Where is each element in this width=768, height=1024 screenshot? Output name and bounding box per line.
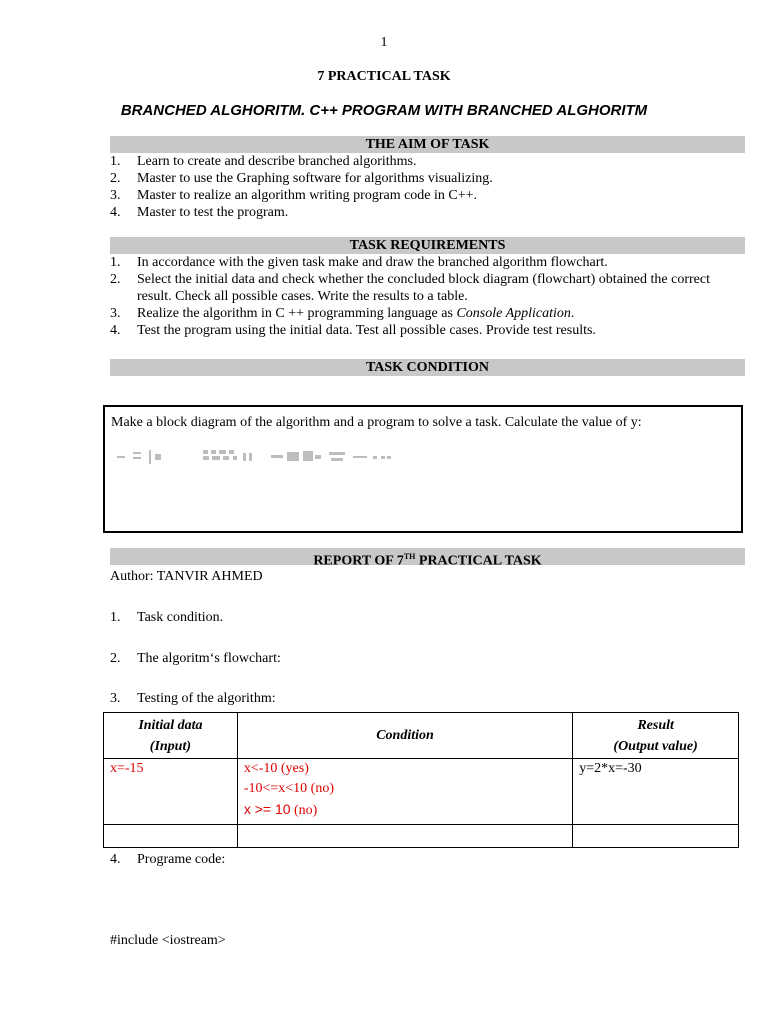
table-row [104,759,739,825]
header-input: Initial data (Input) [104,713,238,759]
report-item-3: 3. Testing of the algorithm: [110,691,276,706]
report-item-2: 2. The algoritm‘s flowchart: [110,651,281,666]
italic-term: Console Application [456,306,571,321]
formula-image [115,447,395,467]
header-result: Result (Output value) [573,713,739,759]
report-heading: REPORT OF 7TH PRACTICAL TASK [110,548,745,565]
item-text: Master to test the program. [137,205,289,220]
item-text: Select the initial data and check whether the concluded block diagram (flowchart) obtained the correct result. Check all possible cases. Write the results to a table. [137,272,710,304]
requirements-heading: TASK REQUIREMENTS [110,237,745,254]
cell-empty [573,825,739,848]
item-text: In accordance with the given task make and draw the branched algorithm flowchart. [137,255,608,270]
aim-heading: THE AIM OF TASK [110,136,745,153]
item-number: 4. [110,323,121,338]
list-item [110,254,740,271]
list-item [110,170,750,187]
aim-list [110,153,750,221]
list-item [110,187,750,204]
item-number: 1. [110,154,121,169]
table-row [104,825,739,848]
item-number: 2. [110,272,121,287]
item-number: 3. [110,188,121,203]
item-number: 2. [110,171,121,186]
code-line: #include <iostream> [110,933,226,948]
item-number: 1. [110,255,121,270]
cell-condition: x<-10 (yes) -10<=x<10 (no) x >= 10 (no) [237,759,572,825]
list-item [110,153,750,170]
header-condition: Condition [237,713,572,759]
item-text: Learn to create and describe branched algorithms. [137,154,417,169]
page-title: 7 PRACTICAL TASK [317,69,451,84]
item-text: Test the program using the initial data. Test all possible cases. Provide test results. [137,323,596,338]
author-line: Author: TANVIR AHMED [110,569,263,584]
list-item [110,204,750,221]
condition-heading: TASK CONDITION [110,359,745,376]
cell-empty [104,825,238,848]
list-item [110,322,740,339]
requirements-list [110,254,740,339]
list-item [110,271,740,305]
item-text: Master to use the Graphing software for algorithms visualizing. [137,171,493,186]
item-number: 3. [110,306,121,321]
list-item [110,305,740,322]
task-condition-box [103,405,743,533]
cell-input: x=-15 [104,759,238,825]
cell-empty [237,825,572,848]
item-text: Master to realize an algorithm writing program code in C++. [137,188,478,203]
item-text: Realize the algorithm in C ++ programming language as Console Application. [137,306,575,321]
test-table [103,712,739,848]
condition-text: Make a block diagram of the algorithm and a program to solve a task. Calculate the value of y: [111,415,642,430]
table-header-row [104,713,739,759]
report-item-4: 4. Programe code: [110,852,226,867]
item-number: 4. [110,205,121,220]
page-number: 1 [380,35,388,50]
report-item-1: 1. Task condition. [110,610,224,625]
page-subtitle: BRANCHED ALGHORITM. C++ PROGRAM WITH BRANCHED ALGHORITM [120,102,648,119]
cell-result: y=2*x=-30 [573,759,739,825]
